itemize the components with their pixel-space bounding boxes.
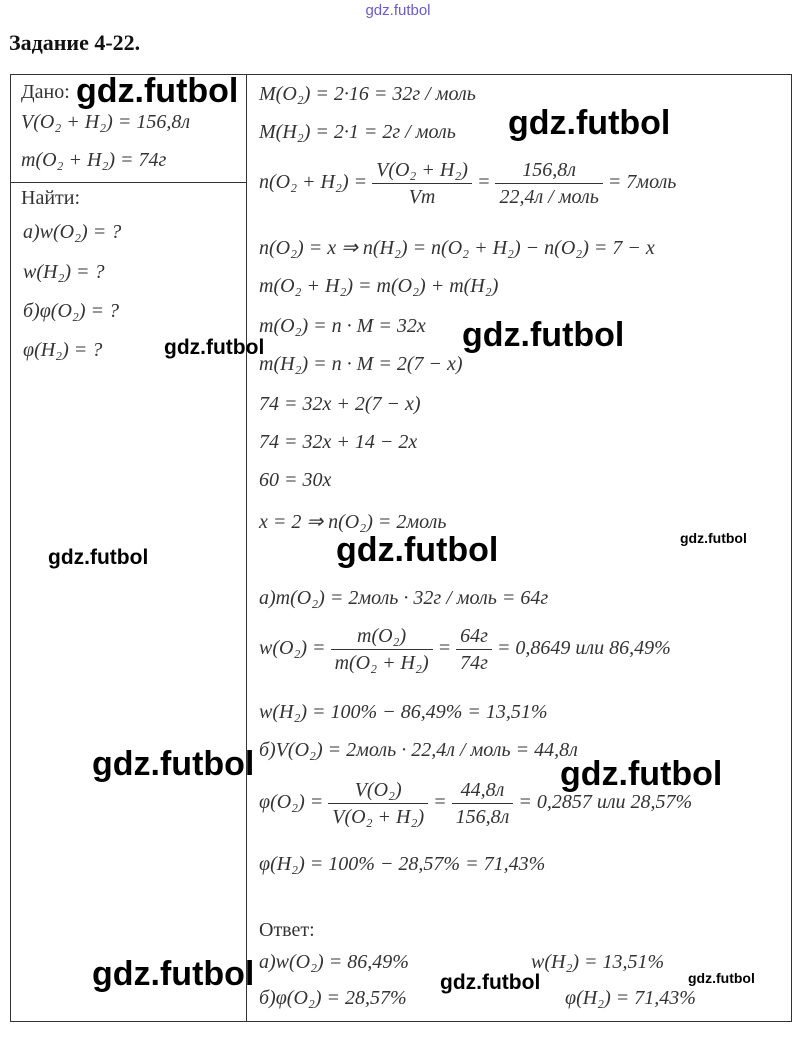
watermark: gdz.futbol [76, 72, 239, 110]
eq-lhs: n(O₂ + H₂) = [259, 171, 368, 194]
fraction-mass [331, 623, 433, 676]
solution-mass-fraction-o2 [259, 623, 671, 676]
fraction-volume-values [452, 777, 514, 830]
solution-mass-fraction-h2: w(H₂) = 100% − 86,49% = 13,51% [259, 701, 548, 723]
watermark: gdz.futbol [680, 530, 747, 546]
solution-volume-fraction-h2: φ(H₂) = 100% − 28,57% = 71,43% [259, 853, 546, 875]
watermark: gdz.futbol [560, 755, 723, 793]
given-label: Дано: [21, 81, 70, 103]
eq-result: = 0,2857 или 28,57% [518, 791, 693, 814]
eq-result: = 7моль [607, 171, 677, 194]
answer-w-h2: w(H₂) = 13,51% [531, 951, 665, 973]
find-item-phi-o2: б)φ(O₂) = ? [23, 300, 119, 322]
solution-equation-1: 74 = 32x + 2(7 − x) [259, 393, 421, 415]
watermark: gdz.futbol [92, 955, 255, 993]
solution-mass-sum: m(O₂ + H₂) = m(O₂) + m(H₂) [259, 275, 499, 297]
fraction-numerator: 156,8л [495, 157, 602, 184]
find-item-w-o2: а)w(O₂) = ? [23, 221, 122, 243]
watermark: gdz.futbol [688, 970, 755, 986]
fraction-denominator: 156,8л [455, 806, 510, 828]
fraction-denominator: Vm [408, 186, 436, 208]
watermark: gdz.futbol [508, 104, 671, 142]
fraction-numerator: V(O₂ + H₂) [372, 157, 472, 184]
solution-mass-h2: m(H₂) = n · M = 2(7 − x) [259, 353, 463, 375]
find-label: Найти: [21, 187, 81, 209]
watermark: gdz.futbol [48, 546, 149, 569]
fraction-volume-over-vm [372, 157, 472, 210]
watermark: gdz.futbol [440, 971, 541, 994]
eq-sign: = [476, 171, 491, 194]
fraction-numerator: m(O₂) [331, 623, 433, 650]
eq-sign: = [437, 637, 452, 660]
eq-result: = 0,8649 или 86,49% [496, 637, 671, 660]
eq-lhs: φ(O₂) = [259, 791, 324, 814]
find-item-phi-h2: φ(H₂) = ? [23, 339, 103, 361]
answer-w-o2: а)w(O₂) = 86,49% [259, 951, 409, 973]
fraction-denominator: 22,4л / моль [499, 186, 599, 208]
eq-sign: = [433, 791, 447, 814]
solution-mass-o2: m(O₂) = n · M = 32x [259, 315, 426, 337]
solution-volume-o2: б)V(O₂) = 2моль · 22,4л / моль = 44,8л [259, 739, 578, 761]
fraction-numerator: V(O₂) [328, 777, 428, 804]
given-mass: m(O₂ + H₂) = 74г [21, 149, 167, 171]
given-find-divider [11, 182, 246, 183]
fraction-numerator: 44,8л [452, 777, 514, 804]
watermark: gdz.futbol [336, 531, 499, 569]
fraction-denominator: V(O₂ + H₂) [332, 806, 425, 828]
fraction-mass-values [456, 623, 492, 676]
solution-mole-split: n(O₂) = x ⇒ n(H₂) = n(O₂ + H₂) − n(O₂) = 7 − x [259, 237, 655, 259]
solution-x-value: x = 2 ⇒ n(O₂) = 2моль [259, 511, 447, 533]
watermark: gdz.futbol [164, 336, 265, 359]
solution-equation-2: 74 = 32x + 14 − 2x [259, 431, 418, 453]
top-watermark: gdz.futbol [365, 2, 431, 19]
watermark: gdz.futbol [92, 745, 255, 783]
task-title: Задание 4-22. [9, 30, 141, 55]
solution-molar-mass-h2: M(H₂) = 2·1 = 2г / моль [259, 121, 456, 143]
solution-equation-3: 60 = 30x [259, 469, 332, 491]
answer-label: Ответ: [259, 919, 315, 941]
watermark: gdz.futbol [462, 316, 625, 354]
fraction-denominator: m(O₂ + H₂) [334, 652, 429, 674]
answer-phi-o2: б)φ(O₂) = 28,57% [259, 987, 407, 1009]
column-divider [246, 75, 247, 1021]
fraction-numerator: 64г [456, 623, 492, 650]
answer-phi-h2: φ(H₂) = 71,43% [565, 987, 696, 1009]
solution-molar-mass-o2: M(O₂) = 2·16 = 32г / моль [259, 83, 476, 105]
fraction-denominator: 74г [460, 652, 488, 674]
given-volume: V(O₂ + H₂) = 156,8л [21, 111, 191, 133]
fraction-volume [328, 777, 428, 830]
find-item-w-h2: w(H₂) = ? [23, 261, 105, 283]
eq-lhs: w(O₂) = [259, 637, 326, 660]
solution-mass-o2-value: а)m(O₂) = 2моль · 32г / моль = 64г [259, 587, 549, 609]
solution-total-moles [259, 157, 676, 210]
fraction-values [495, 157, 602, 210]
